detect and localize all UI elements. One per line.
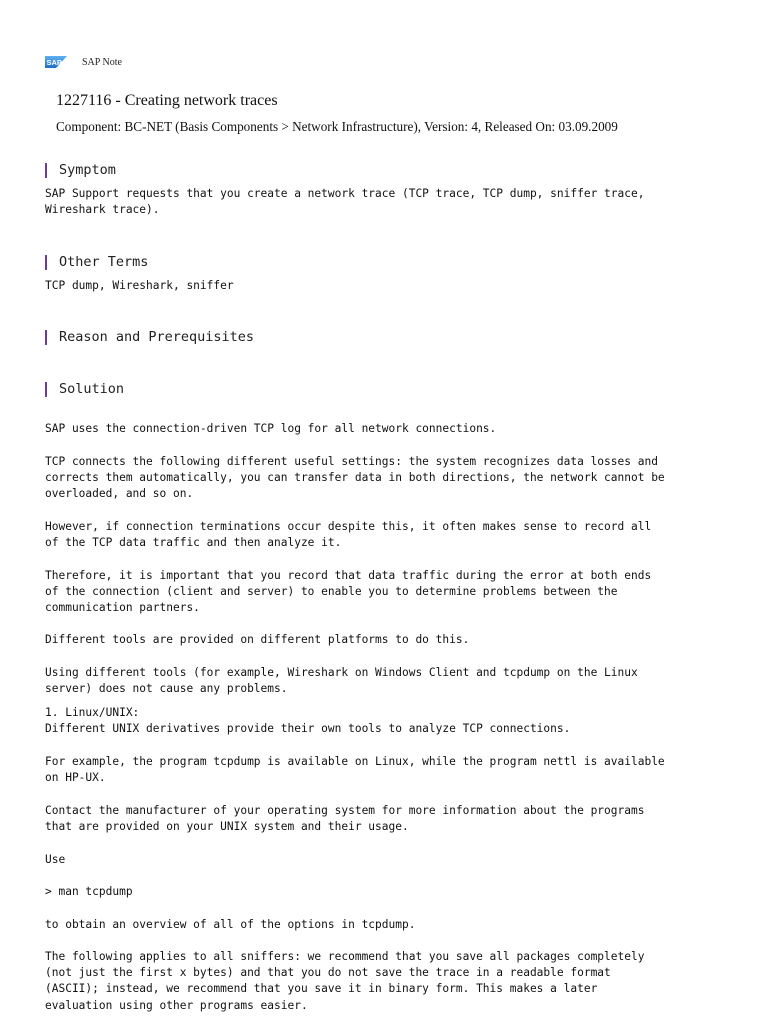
command-line: > man tcpdump — [45, 885, 133, 898]
note-header — [45, 56, 122, 68]
section-heading-label: Solution — [59, 381, 125, 397]
section-marker — [45, 255, 47, 270]
note-component-info: Component: BC-NET (Basis Components > Network Infrastructure), Version: 4, Released On: 03.09.2009 — [56, 119, 618, 134]
section-marker — [45, 382, 47, 397]
other-terms-text: TCP dump, Wireshark, sniffer — [45, 279, 234, 292]
header-label: SAP Note — [82, 56, 122, 68]
section-heading-label: Other Terms — [59, 254, 149, 270]
svg-text:SAP: SAP — [46, 58, 62, 67]
solution-paragraph: Different tools are provided on different platforms to do this. — [45, 633, 470, 646]
solution-paragraph: 1. Linux/UNIX: Different UNIX derivatives provide their own tools to analyze TCP connections. — [45, 706, 571, 736]
solution-paragraph: Therefore, it is important that you record that data traffic during the error at both ends of the connection (client and server) to enable you to determine problems between the communication partners. — [45, 569, 652, 615]
solution-paragraph: SAP uses the connection-driven TCP log for all network connections. — [45, 422, 497, 435]
solution-paragraph: Contact the manufacturer of your operating system for more information about the programs that are provided on your UNIX system and their usage. — [45, 804, 645, 834]
solution-paragraph: However, if connection terminations occur despite this, it often makes sense to record all of the TCP data traffic and then analyze it. — [45, 520, 652, 550]
solution-paragraph: The following applies to all sniffers: we recommend that you save all packages completely (not just the first x bytes) and that you do not save the trace in a readable format (ASCII); instead, we recommend that you save it in binary form. This makes a later evaluation using other programs easier. — [45, 950, 645, 1012]
page-title: 1227116 - Creating network traces — [56, 92, 278, 109]
solution-paragraph: TCP connects the following different useful settings: the system recognizes data losses and corrects them automatically, you can transfer data in both directions, the network cannot be overloaded, and so on. — [45, 455, 665, 501]
section-heading-label: Symptom — [59, 162, 116, 178]
solution-paragraph: to obtain an overview of all of the options in tcpdump. — [45, 918, 416, 931]
section-heading-label: Reason and Prerequisites — [59, 329, 255, 345]
section-marker — [45, 163, 47, 178]
solution-paragraph: For example, the program tcpdump is available on Linux, while the program nettl is available on HP-UX. — [45, 755, 665, 785]
section-heading-symptom — [45, 162, 116, 178]
solution-paragraph: Use — [45, 853, 66, 866]
section-heading-solution — [45, 381, 124, 397]
sap-logo-icon — [45, 56, 67, 68]
section-heading-other-terms — [45, 254, 148, 270]
solution-paragraph: Using different tools (for example, Wireshark on Windows Client and tcpdump on the Linux server) does not cause any problems. — [45, 666, 638, 696]
symptom-text: SAP Support requests that you create a network trace (TCP trace, TCP dump, sniffer trace, Wireshark trace). — [45, 187, 645, 217]
section-marker — [45, 330, 47, 345]
section-heading-reason — [45, 329, 254, 345]
